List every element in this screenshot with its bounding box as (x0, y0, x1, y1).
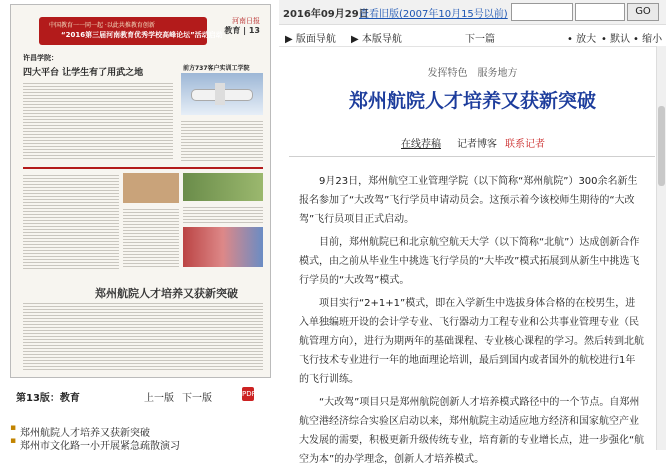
year-select[interactable] (511, 3, 573, 21)
banner-line1: 中国教育一一同一起 ·以此共推教育创新 (49, 22, 155, 29)
text-column (183, 205, 263, 223)
next-page-link[interactable]: 下一版 (182, 393, 212, 404)
scrollbar-thumb[interactable] (658, 106, 665, 186)
page-bar (10, 385, 269, 405)
prev-page-link[interactable]: 上一版 (144, 393, 174, 404)
page-nav-link[interactable]: ▶ 本版导航 (351, 34, 402, 45)
online-submit-link[interactable]: 在线荐稿 (401, 139, 441, 150)
news-photo (183, 227, 263, 267)
section-rule (23, 167, 263, 169)
article-title: 郑州航院人才培养又获新突破 (348, 90, 596, 112)
text-column (23, 173, 119, 269)
event-banner (39, 17, 223, 45)
next-article-link[interactable]: 下一篇 (465, 34, 495, 45)
issue-date: 2016年09月29日 (283, 9, 369, 20)
masthead (224, 17, 260, 36)
masthead-paper: 河南日报 (232, 17, 260, 25)
article-section: 发挥特色 服务地方 (427, 68, 518, 79)
news-photo (123, 173, 179, 203)
newspaper-page-panel (0, 0, 279, 450)
text-column (23, 301, 263, 371)
article-body (299, 172, 645, 473)
paragraph: “大改驾”项目只是郑州航院创新人才培养模式路径中的一个节点。自郑州航空港经济综合实验区启动以来，郑州航院主动适应地方经济和国家航空产业大发展的需要，积极更新升级传统专业，培育新的专业增长点，进一步强化“航空为本”的办学理念，创新人才培养模式。 (299, 397, 645, 465)
paragraph: 目前，郑州航院已和北京航空航天大学（以下简称“北航”）达成创新合作模式，由之前从毕业生中挑选飞行学员的“大毕改”模式拓展到从新生中挑选飞行学员的“大改驾”模式。 (299, 237, 640, 286)
airplane-photo (181, 73, 263, 115)
font-default-button[interactable]: • 默认 (601, 34, 631, 45)
font-bigger-button[interactable]: • 放大 (567, 34, 597, 45)
text-column (23, 81, 173, 161)
list-item[interactable]: ▪ 郑州市文化路一小开展紧急疏散演习 (10, 437, 270, 450)
article-headline-left: 四大平台 让学生有了用武之地 (23, 68, 144, 78)
layout-nav-link[interactable]: ▶ 版面导航 (285, 34, 336, 45)
paragraph: 项目实行“2+1+1”模式，即在入学新生中选拔身体合格的在校男生，进入单独编班开设的会计学专业、飞行器动力工程专业和公共事业管理专业（民航管理方向），进行为期两年的基础课程、专业核心课程的学习。然后转到北航飞行技术专业进行一年的地面理论培训，最后到国内或者国外的航校进行1年的飞行训练。 (299, 298, 644, 385)
old-version-link[interactable]: 查看旧版(2007年10月15号以前) (359, 9, 508, 20)
divider (289, 156, 655, 157)
text-column (181, 119, 263, 163)
scrollbar[interactable] (656, 46, 666, 450)
newspaper-page-image[interactable] (10, 4, 271, 378)
reporter-blog-link[interactable]: 记者博客 (457, 139, 497, 150)
paragraph: 9月23日，郑州航空工业管理学院（以下简称“郑州航院”）300余名新生报名参加了“大改驾”飞行学员申请动员会。这预示着今该校师生期待的“大改驾”飞行员项目正式启动。 (299, 176, 638, 225)
pdf-icon[interactable]: PDF (242, 387, 254, 401)
contact-reporter-link[interactable]: 联系记者 (505, 139, 545, 150)
masthead-page: 教育 | 13 (224, 26, 260, 35)
list-item[interactable]: ▪ 郑州航院人才培养又获新突破 (10, 424, 270, 437)
banner-line2: “2016第三届河南教育优秀学校高峰论坛”活动启动 (61, 31, 223, 39)
article-list (10, 424, 270, 450)
nav-bar (279, 26, 666, 47)
text-column (123, 207, 179, 269)
article-headline-right: 前方737客户实训工学院 (183, 65, 250, 72)
highlighted-article-title[interactable]: 郑州航院人才培养又获新突破 (95, 287, 238, 300)
month-select[interactable] (575, 3, 625, 21)
go-button[interactable]: GO (627, 3, 659, 21)
page-name: 第13版：教育 (16, 393, 80, 404)
top-toolbar (279, 0, 666, 25)
article-panel (279, 0, 666, 465)
news-photo (183, 173, 263, 201)
font-smaller-button[interactable]: • 缩小 (633, 34, 663, 45)
article-kicker: 许昌学院： (23, 54, 58, 62)
